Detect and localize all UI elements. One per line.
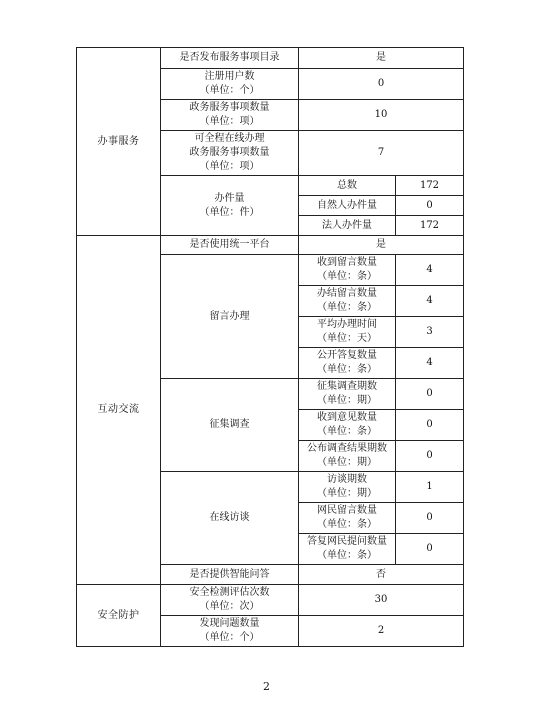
section-label-security: 安全防护 [77, 585, 161, 647]
items-label: 政务服务事项数量 （单位：项） [161, 100, 299, 131]
smart-qa-label: 是否提供智能问答 [161, 565, 299, 585]
page-number: 2 [263, 680, 270, 693]
security-issues-label: 发现问题数量 （单位：个） [161, 616, 299, 647]
catalog-value: 是 [299, 48, 464, 69]
cases-total-value: 172 [396, 176, 464, 196]
interview-messages-label: 网民留言数量 （单位：条） [299, 503, 396, 534]
section-label-interaction: 互动交流 [77, 236, 161, 585]
online-items-label: 可全程在线办理 政务服务事项数量 （单位：项） [161, 131, 299, 176]
government-website-stats-table [76, 47, 464, 647]
interview-count-value: 1 [396, 472, 464, 503]
survey-results-label: 公布调查结果期数 （单位：期） [299, 441, 396, 472]
security-issues-value: 2 [299, 616, 464, 647]
items-value: 10 [299, 100, 464, 131]
cases-legal-value: 172 [396, 216, 464, 236]
messages-label: 留言办理 [161, 255, 299, 379]
survey-opinions-label: 收到意见数量 （单位：条） [299, 410, 396, 441]
messages-public-label: 公开答复数量 （单位：条） [299, 348, 396, 379]
interview-count-label: 访谈期数 （单位：期） [299, 472, 396, 503]
messages-closed-label: 办结留言数量 （单位：条） [299, 286, 396, 317]
cases-natural-label: 自然人办件量 [299, 196, 396, 216]
interview-answers-label: 答复网民提问数量 （单位：条） [299, 534, 396, 565]
messages-received-value: 4 [396, 255, 464, 286]
survey-results-value: 0 [396, 441, 464, 472]
cases-natural-value: 0 [396, 196, 464, 216]
security-checks-value: 30 [299, 585, 464, 616]
cases-total-label: 总数 [299, 176, 396, 196]
interview-messages-value: 0 [396, 503, 464, 534]
online-items-value: 7 [299, 131, 464, 176]
survey-count-value: 0 [396, 379, 464, 410]
cases-label: 办件量 （单位：件） [161, 176, 299, 236]
messages-closed-value: 4 [396, 286, 464, 317]
table-row [77, 48, 464, 69]
smart-qa-value: 否 [299, 565, 464, 585]
table-row [77, 585, 464, 616]
messages-avg-time-label: 平均办理时间 （单位：天） [299, 317, 396, 348]
survey-count-label: 征集调查期数 （单位：期） [299, 379, 396, 410]
survey-opinions-value: 0 [396, 410, 464, 441]
section-label-service: 办事服务 [77, 48, 161, 236]
cases-legal-label: 法人办件量 [299, 216, 396, 236]
interview-answers-value: 0 [396, 534, 464, 565]
interview-label: 在线访谈 [161, 472, 299, 565]
users-label: 注册用户数 （单位：个） [161, 69, 299, 100]
platform-value: 是 [299, 236, 464, 255]
platform-label: 是否使用统一平台 [161, 236, 299, 255]
messages-avg-time-value: 3 [396, 317, 464, 348]
survey-label: 征集调查 [161, 379, 299, 472]
security-checks-label: 安全检测评估次数 （单位：次） [161, 585, 299, 616]
table-row [77, 236, 464, 255]
messages-public-value: 4 [396, 348, 464, 379]
catalog-label: 是否发布服务事项目录 [161, 48, 299, 69]
messages-received-label: 收到留言数量 （单位：条） [299, 255, 396, 286]
users-value: 0 [299, 69, 464, 100]
